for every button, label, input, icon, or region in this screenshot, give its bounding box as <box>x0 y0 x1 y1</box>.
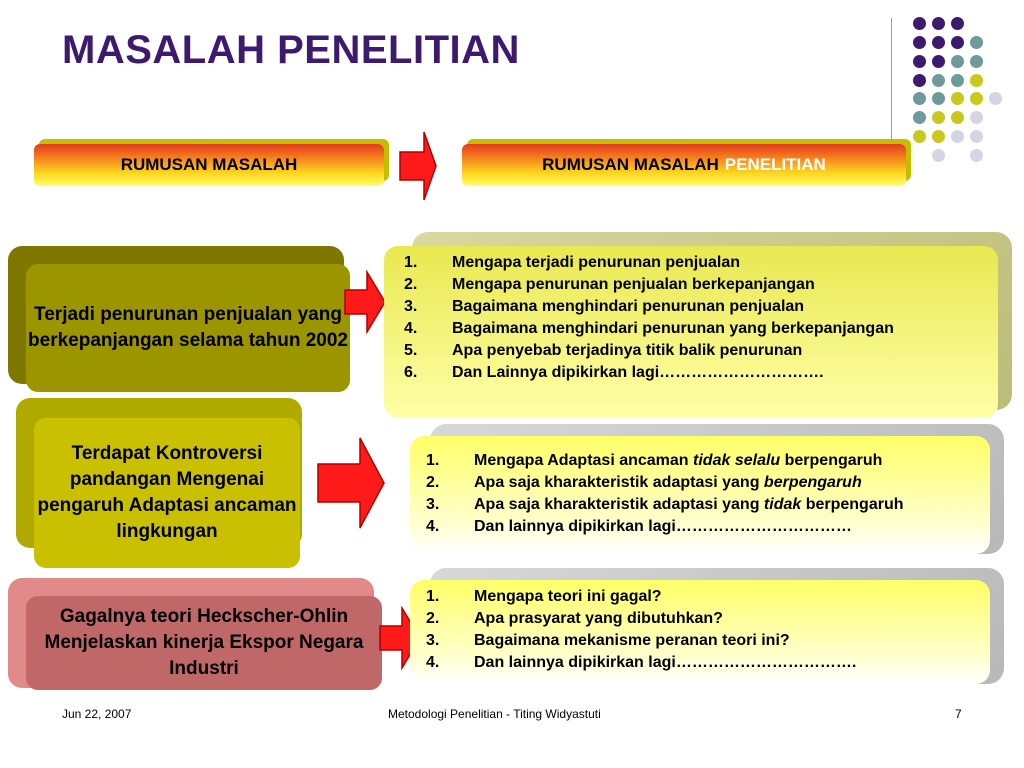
row3-left-box <box>26 596 382 690</box>
row2-arrow-icon <box>316 436 386 530</box>
list-item-number: 2. <box>426 610 440 627</box>
list-item-text: Apa saja kharakteristik adaptasi yang <box>474 496 764 513</box>
arrow-right-icon <box>398 130 438 202</box>
list-item-number: 3. <box>404 298 418 315</box>
row1-list-box <box>384 246 998 418</box>
list-item-text: Bagaimana mekanisme peranan teori ini? <box>474 632 790 649</box>
list-item-number: 4. <box>426 654 440 671</box>
list-item-text: Apa saja kharakteristik adaptasi yang <box>474 474 764 491</box>
header-right-label: RUMUSAN MASALAH <box>542 155 719 174</box>
header-rumusan-masalah <box>34 144 384 186</box>
row1-left-box <box>26 264 350 392</box>
list-item-number: 4. <box>404 320 418 337</box>
row3-list-box <box>410 580 990 684</box>
list-item <box>404 362 998 384</box>
list-item <box>426 652 990 674</box>
list-item-emphasis: tidak <box>763 496 802 513</box>
list-item <box>404 318 998 340</box>
list-item-text: Mengapa penurunan penjualan berkepanjangan <box>452 276 815 293</box>
list-item <box>426 450 990 472</box>
row2-left-text: Terdapat Kontroversi pandangan Mengenai pengaruh Adaptasi ancaman lingkungan <box>37 443 297 542</box>
list-item <box>426 494 990 516</box>
list-item-text: Mengapa terjadi penurunan penjualan <box>452 254 741 271</box>
list-item-emphasis: tidak selalu <box>693 452 781 469</box>
row2-left-box <box>34 418 300 568</box>
row3-left-text: Gagalnya teori Heckscher-Ohlin Menjelaskan kinerja Ekspor Negara Industri <box>44 606 364 679</box>
list-item-number: 3. <box>426 632 440 649</box>
list-item-text: Apa penyebab terjadinya titik balik penurunan <box>452 342 803 359</box>
footer-date: Jun 22, 2007 <box>62 707 132 721</box>
row2-list <box>426 450 990 538</box>
list-item-text: Dan lainnya dipikirkan lagi……………………………. <box>474 654 857 671</box>
divider-line <box>891 18 892 143</box>
row3-list <box>426 586 990 674</box>
footer-title: Metodologi Penelitian - Titing Widyastuti <box>388 707 601 721</box>
list-item-number: 3. <box>426 496 440 513</box>
list-item <box>426 608 990 630</box>
list-item-number: 2. <box>404 276 418 293</box>
row1-list <box>404 252 998 384</box>
list-item <box>404 274 998 296</box>
list-item <box>426 586 990 608</box>
header-rumusan-masalah-penelitian <box>462 144 906 186</box>
list-item-number: 1. <box>404 254 418 271</box>
list-item-number: 5. <box>404 342 418 359</box>
header-left-label: RUMUSAN MASALAH <box>120 155 298 174</box>
list-item-text: Bagaimana menghindari penurunan yang berkepanjangan <box>452 320 894 337</box>
list-item-number: 1. <box>426 588 440 605</box>
list-item-number: 1. <box>426 452 440 469</box>
list-item-text: Mengapa Adaptasi ancaman <box>474 452 694 469</box>
list-item-text: Mengapa teori ini gagal? <box>474 588 662 605</box>
row2-list-box <box>410 436 990 554</box>
list-item-text: Dan Lainnya dipikirkan lagi…………………………. <box>452 364 824 381</box>
list-item-text: Apa prasyarat yang dibutuhkan? <box>474 610 723 627</box>
row1-arrow-icon <box>343 270 387 334</box>
list-item <box>426 516 990 538</box>
list-item <box>426 630 990 652</box>
slide-title: MASALAH PENELITIAN <box>62 28 520 72</box>
list-item-text: berpengaruh <box>780 452 883 469</box>
list-item-text: Bagaimana menghindari penurunan penjualan <box>452 298 805 315</box>
list-item-number: 6. <box>404 364 418 381</box>
footer-page-number: 7 <box>955 707 962 721</box>
list-item-text: berpengaruh <box>801 496 904 513</box>
list-item <box>426 472 990 494</box>
list-item-emphasis: berpengaruh <box>763 474 862 491</box>
header-right-highlight: PENELITIAN <box>724 155 826 174</box>
list-item-number: 2. <box>426 474 440 491</box>
list-item <box>404 252 998 274</box>
list-item <box>404 340 998 362</box>
list-item-number: 4. <box>426 518 440 535</box>
list-item <box>404 296 998 318</box>
row1-left-text: Terjadi penurunan penjualan yang berkepanjangan selama tahun 2002 <box>28 304 348 351</box>
list-item-text: Dan lainnya dipikirkan lagi…………………………… <box>474 518 852 535</box>
